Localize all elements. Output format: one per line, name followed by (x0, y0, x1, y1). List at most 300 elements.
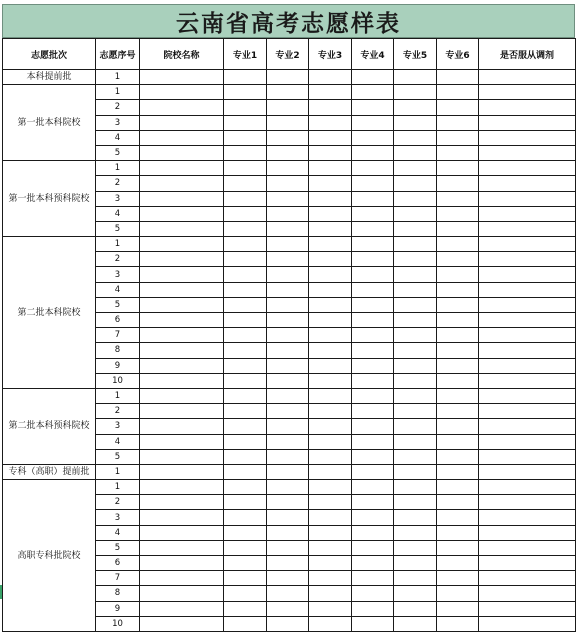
empty-cell[interactable] (394, 464, 437, 479)
empty-cell[interactable] (437, 388, 479, 403)
empty-cell[interactable] (352, 343, 394, 358)
empty-cell[interactable] (394, 237, 437, 252)
empty-cell[interactable] (309, 525, 352, 540)
empty-cell[interactable] (352, 100, 394, 115)
empty-cell[interactable] (309, 100, 352, 115)
empty-cell[interactable] (224, 464, 267, 479)
empty-cell[interactable] (267, 556, 309, 571)
empty-cell[interactable] (352, 556, 394, 571)
empty-cell[interactable] (394, 85, 437, 100)
empty-cell[interactable] (309, 404, 352, 419)
empty-cell[interactable] (479, 464, 576, 479)
empty-cell[interactable] (479, 556, 576, 571)
empty-cell[interactable] (267, 267, 309, 282)
empty-cell[interactable] (309, 419, 352, 434)
empty-cell[interactable] (224, 70, 267, 85)
empty-cell[interactable] (309, 297, 352, 312)
seq-cell[interactable]: 1 (96, 237, 140, 252)
header-major-3[interactable]: 专业3 (309, 39, 352, 70)
empty-cell[interactable] (479, 540, 576, 555)
empty-cell[interactable] (437, 328, 479, 343)
empty-cell[interactable] (140, 464, 224, 479)
empty-cell[interactable] (394, 495, 437, 510)
header-major-4[interactable]: 专业4 (352, 39, 394, 70)
empty-cell[interactable] (437, 130, 479, 145)
empty-cell[interactable] (394, 586, 437, 601)
empty-cell[interactable] (140, 343, 224, 358)
empty-cell[interactable] (479, 221, 576, 236)
seq-cell[interactable]: 2 (96, 495, 140, 510)
empty-cell[interactable] (224, 115, 267, 130)
empty-cell[interactable] (309, 115, 352, 130)
empty-cell[interactable] (437, 449, 479, 464)
empty-cell[interactable] (394, 282, 437, 297)
empty-cell[interactable] (437, 145, 479, 160)
empty-cell[interactable] (224, 343, 267, 358)
empty-cell[interactable] (267, 100, 309, 115)
empty-cell[interactable] (394, 100, 437, 115)
empty-cell[interactable] (479, 480, 576, 495)
empty-cell[interactable] (437, 313, 479, 328)
empty-cell[interactable] (267, 313, 309, 328)
empty-cell[interactable] (394, 419, 437, 434)
empty-cell[interactable] (140, 480, 224, 495)
empty-cell[interactable] (394, 434, 437, 449)
empty-cell[interactable] (224, 252, 267, 267)
empty-cell[interactable] (352, 313, 394, 328)
empty-cell[interactable] (437, 85, 479, 100)
empty-cell[interactable] (352, 130, 394, 145)
empty-cell[interactable] (267, 252, 309, 267)
batch-cell[interactable]: 专科（高职）提前批 (3, 464, 96, 479)
seq-cell[interactable]: 5 (96, 221, 140, 236)
empty-cell[interactable] (224, 358, 267, 373)
empty-cell[interactable] (479, 419, 576, 434)
empty-cell[interactable] (309, 237, 352, 252)
seq-cell[interactable]: 2 (96, 176, 140, 191)
empty-cell[interactable] (267, 130, 309, 145)
empty-cell[interactable] (437, 419, 479, 434)
empty-cell[interactable] (479, 145, 576, 160)
empty-cell[interactable] (437, 282, 479, 297)
header-seq[interactable]: 志愿序号 (96, 39, 140, 70)
empty-cell[interactable] (437, 237, 479, 252)
empty-cell[interactable] (479, 358, 576, 373)
empty-cell[interactable] (437, 556, 479, 571)
empty-cell[interactable] (140, 70, 224, 85)
empty-cell[interactable] (394, 510, 437, 525)
empty-cell[interactable] (352, 221, 394, 236)
empty-cell[interactable] (352, 495, 394, 510)
seq-cell[interactable]: 1 (96, 70, 140, 85)
empty-cell[interactable] (140, 267, 224, 282)
empty-cell[interactable] (309, 601, 352, 616)
empty-cell[interactable] (437, 115, 479, 130)
empty-cell[interactable] (267, 449, 309, 464)
empty-cell[interactable] (352, 297, 394, 312)
empty-cell[interactable] (437, 510, 479, 525)
empty-cell[interactable] (140, 313, 224, 328)
seq-cell[interactable]: 7 (96, 328, 140, 343)
seq-cell[interactable]: 4 (96, 282, 140, 297)
empty-cell[interactable] (224, 206, 267, 221)
empty-cell[interactable] (140, 221, 224, 236)
empty-cell[interactable] (140, 297, 224, 312)
empty-cell[interactable] (394, 161, 437, 176)
empty-cell[interactable] (140, 419, 224, 434)
empty-cell[interactable] (140, 540, 224, 555)
empty-cell[interactable] (140, 161, 224, 176)
empty-cell[interactable] (224, 328, 267, 343)
empty-cell[interactable] (437, 601, 479, 616)
empty-cell[interactable] (352, 616, 394, 631)
empty-cell[interactable] (267, 586, 309, 601)
empty-cell[interactable] (140, 252, 224, 267)
empty-cell[interactable] (224, 388, 267, 403)
empty-cell[interactable] (224, 282, 267, 297)
empty-cell[interactable] (309, 464, 352, 479)
empty-cell[interactable] (437, 571, 479, 586)
empty-cell[interactable] (309, 221, 352, 236)
empty-cell[interactable] (394, 571, 437, 586)
empty-cell[interactable] (352, 601, 394, 616)
empty-cell[interactable] (267, 525, 309, 540)
empty-cell[interactable] (479, 343, 576, 358)
empty-cell[interactable] (224, 540, 267, 555)
empty-cell[interactable] (224, 434, 267, 449)
empty-cell[interactable] (140, 556, 224, 571)
empty-cell[interactable] (309, 540, 352, 555)
empty-cell[interactable] (479, 252, 576, 267)
empty-cell[interactable] (267, 237, 309, 252)
empty-cell[interactable] (309, 586, 352, 601)
empty-cell[interactable] (479, 388, 576, 403)
empty-cell[interactable] (437, 343, 479, 358)
empty-cell[interactable] (479, 328, 576, 343)
empty-cell[interactable] (267, 343, 309, 358)
seq-cell[interactable]: 5 (96, 145, 140, 160)
empty-cell[interactable] (224, 571, 267, 586)
empty-cell[interactable] (267, 115, 309, 130)
empty-cell[interactable] (267, 571, 309, 586)
empty-cell[interactable] (352, 388, 394, 403)
empty-cell[interactable] (394, 343, 437, 358)
empty-cell[interactable] (224, 556, 267, 571)
empty-cell[interactable] (352, 328, 394, 343)
empty-cell[interactable] (140, 404, 224, 419)
empty-cell[interactable] (479, 434, 576, 449)
empty-cell[interactable] (394, 616, 437, 631)
empty-cell[interactable] (394, 267, 437, 282)
empty-cell[interactable] (394, 540, 437, 555)
empty-cell[interactable] (267, 358, 309, 373)
empty-cell[interactable] (352, 161, 394, 176)
empty-cell[interactable] (394, 313, 437, 328)
empty-cell[interactable] (352, 191, 394, 206)
empty-cell[interactable] (309, 252, 352, 267)
empty-cell[interactable] (437, 464, 479, 479)
seq-cell[interactable]: 2 (96, 252, 140, 267)
empty-cell[interactable] (352, 510, 394, 525)
empty-cell[interactable] (140, 145, 224, 160)
empty-cell[interactable] (394, 525, 437, 540)
empty-cell[interactable] (394, 206, 437, 221)
empty-cell[interactable] (140, 191, 224, 206)
seq-cell[interactable]: 3 (96, 115, 140, 130)
seq-cell[interactable]: 10 (96, 616, 140, 631)
empty-cell[interactable] (224, 510, 267, 525)
empty-cell[interactable] (437, 221, 479, 236)
empty-cell[interactable] (267, 616, 309, 631)
empty-cell[interactable] (140, 130, 224, 145)
seq-cell[interactable]: 2 (96, 100, 140, 115)
empty-cell[interactable] (267, 495, 309, 510)
empty-cell[interactable] (224, 373, 267, 388)
empty-cell[interactable] (267, 282, 309, 297)
empty-cell[interactable] (479, 130, 576, 145)
empty-cell[interactable] (437, 540, 479, 555)
seq-cell[interactable]: 4 (96, 434, 140, 449)
empty-cell[interactable] (437, 525, 479, 540)
empty-cell[interactable] (267, 480, 309, 495)
header-school[interactable]: 院校名称 (140, 39, 224, 70)
empty-cell[interactable] (309, 70, 352, 85)
header-adjust[interactable]: 是否服从调剂 (479, 39, 576, 70)
seq-cell[interactable]: 3 (96, 267, 140, 282)
empty-cell[interactable] (224, 297, 267, 312)
seq-cell[interactable]: 9 (96, 601, 140, 616)
empty-cell[interactable] (479, 373, 576, 388)
empty-cell[interactable] (394, 130, 437, 145)
empty-cell[interactable] (394, 556, 437, 571)
empty-cell[interactable] (224, 100, 267, 115)
seq-cell[interactable]: 5 (96, 449, 140, 464)
empty-cell[interactable] (437, 100, 479, 115)
empty-cell[interactable] (479, 616, 576, 631)
empty-cell[interactable] (437, 206, 479, 221)
empty-cell[interactable] (309, 510, 352, 525)
seq-cell[interactable]: 6 (96, 313, 140, 328)
empty-cell[interactable] (479, 70, 576, 85)
seq-cell[interactable]: 1 (96, 464, 140, 479)
seq-cell[interactable]: 7 (96, 571, 140, 586)
empty-cell[interactable] (309, 343, 352, 358)
empty-cell[interactable] (437, 176, 479, 191)
empty-cell[interactable] (224, 480, 267, 495)
empty-cell[interactable] (267, 601, 309, 616)
empty-cell[interactable] (267, 404, 309, 419)
empty-cell[interactable] (352, 252, 394, 267)
empty-cell[interactable] (224, 525, 267, 540)
empty-cell[interactable] (309, 571, 352, 586)
empty-cell[interactable] (267, 297, 309, 312)
empty-cell[interactable] (224, 449, 267, 464)
empty-cell[interactable] (140, 495, 224, 510)
empty-cell[interactable] (437, 358, 479, 373)
empty-cell[interactable] (309, 358, 352, 373)
empty-cell[interactable] (352, 525, 394, 540)
empty-cell[interactable] (224, 191, 267, 206)
empty-cell[interactable] (479, 237, 576, 252)
seq-cell[interactable]: 4 (96, 130, 140, 145)
empty-cell[interactable] (140, 388, 224, 403)
empty-cell[interactable] (309, 130, 352, 145)
empty-cell[interactable] (352, 282, 394, 297)
empty-cell[interactable] (352, 480, 394, 495)
empty-cell[interactable] (224, 495, 267, 510)
empty-cell[interactable] (479, 571, 576, 586)
batch-cell[interactable]: 高职专科批院校 (3, 480, 96, 632)
empty-cell[interactable] (352, 206, 394, 221)
seq-cell[interactable]: 10 (96, 373, 140, 388)
empty-cell[interactable] (352, 373, 394, 388)
empty-cell[interactable] (140, 176, 224, 191)
empty-cell[interactable] (352, 434, 394, 449)
empty-cell[interactable] (309, 161, 352, 176)
seq-cell[interactable]: 5 (96, 540, 140, 555)
empty-cell[interactable] (309, 556, 352, 571)
seq-cell[interactable]: 1 (96, 85, 140, 100)
empty-cell[interactable] (140, 449, 224, 464)
seq-cell[interactable]: 2 (96, 404, 140, 419)
empty-cell[interactable] (140, 601, 224, 616)
empty-cell[interactable] (267, 328, 309, 343)
empty-cell[interactable] (479, 176, 576, 191)
empty-cell[interactable] (479, 282, 576, 297)
empty-cell[interactable] (352, 176, 394, 191)
empty-cell[interactable] (479, 449, 576, 464)
header-major-5[interactable]: 专业5 (394, 39, 437, 70)
empty-cell[interactable] (140, 328, 224, 343)
empty-cell[interactable] (309, 313, 352, 328)
empty-cell[interactable] (437, 191, 479, 206)
empty-cell[interactable] (394, 145, 437, 160)
empty-cell[interactable] (479, 313, 576, 328)
empty-cell[interactable] (352, 115, 394, 130)
seq-cell[interactable]: 4 (96, 206, 140, 221)
empty-cell[interactable] (479, 267, 576, 282)
empty-cell[interactable] (140, 358, 224, 373)
header-major-1[interactable]: 专业1 (224, 39, 267, 70)
empty-cell[interactable] (479, 161, 576, 176)
empty-cell[interactable] (437, 495, 479, 510)
empty-cell[interactable] (140, 115, 224, 130)
empty-cell[interactable] (437, 267, 479, 282)
empty-cell[interactable] (267, 419, 309, 434)
empty-cell[interactable] (394, 191, 437, 206)
empty-cell[interactable] (267, 70, 309, 85)
seq-cell[interactable]: 1 (96, 388, 140, 403)
empty-cell[interactable] (309, 282, 352, 297)
empty-cell[interactable] (267, 388, 309, 403)
empty-cell[interactable] (309, 191, 352, 206)
empty-cell[interactable] (267, 221, 309, 236)
empty-cell[interactable] (394, 449, 437, 464)
empty-cell[interactable] (224, 601, 267, 616)
empty-cell[interactable] (437, 70, 479, 85)
empty-cell[interactable] (394, 70, 437, 85)
empty-cell[interactable] (267, 434, 309, 449)
empty-cell[interactable] (437, 480, 479, 495)
empty-cell[interactable] (352, 540, 394, 555)
empty-cell[interactable] (352, 464, 394, 479)
batch-cell[interactable]: 第一批本科预科院校 (3, 161, 96, 237)
empty-cell[interactable] (394, 176, 437, 191)
empty-cell[interactable] (479, 85, 576, 100)
empty-cell[interactable] (224, 176, 267, 191)
empty-cell[interactable] (309, 616, 352, 631)
header-major-2[interactable]: 专业2 (267, 39, 309, 70)
empty-cell[interactable] (352, 358, 394, 373)
empty-cell[interactable] (309, 449, 352, 464)
empty-cell[interactable] (309, 373, 352, 388)
empty-cell[interactable] (479, 297, 576, 312)
empty-cell[interactable] (479, 206, 576, 221)
empty-cell[interactable] (267, 540, 309, 555)
batch-cell[interactable]: 本科提前批 (3, 70, 96, 85)
empty-cell[interactable] (352, 267, 394, 282)
empty-cell[interactable] (140, 586, 224, 601)
empty-cell[interactable] (394, 221, 437, 236)
empty-cell[interactable] (437, 161, 479, 176)
empty-cell[interactable] (267, 206, 309, 221)
seq-cell[interactable]: 3 (96, 510, 140, 525)
empty-cell[interactable] (224, 145, 267, 160)
empty-cell[interactable] (224, 221, 267, 236)
empty-cell[interactable] (394, 358, 437, 373)
empty-cell[interactable] (267, 176, 309, 191)
empty-cell[interactable] (479, 115, 576, 130)
empty-cell[interactable] (224, 237, 267, 252)
empty-cell[interactable] (309, 480, 352, 495)
empty-cell[interactable] (352, 449, 394, 464)
empty-cell[interactable] (394, 297, 437, 312)
header-batch[interactable]: 志愿批次 (3, 39, 96, 70)
seq-cell[interactable]: 9 (96, 358, 140, 373)
empty-cell[interactable] (140, 85, 224, 100)
empty-cell[interactable] (309, 85, 352, 100)
empty-cell[interactable] (394, 328, 437, 343)
empty-cell[interactable] (479, 586, 576, 601)
seq-cell[interactable]: 4 (96, 525, 140, 540)
empty-cell[interactable] (352, 237, 394, 252)
empty-cell[interactable] (352, 85, 394, 100)
empty-cell[interactable] (267, 464, 309, 479)
empty-cell[interactable] (394, 404, 437, 419)
empty-cell[interactable] (267, 145, 309, 160)
empty-cell[interactable] (267, 510, 309, 525)
empty-cell[interactable] (140, 282, 224, 297)
empty-cell[interactable] (140, 373, 224, 388)
empty-cell[interactable] (140, 571, 224, 586)
empty-cell[interactable] (479, 404, 576, 419)
empty-cell[interactable] (309, 388, 352, 403)
empty-cell[interactable] (437, 434, 479, 449)
empty-cell[interactable] (437, 252, 479, 267)
empty-cell[interactable] (394, 480, 437, 495)
empty-cell[interactable] (140, 206, 224, 221)
header-major-6[interactable]: 专业6 (437, 39, 479, 70)
empty-cell[interactable] (224, 404, 267, 419)
empty-cell[interactable] (267, 161, 309, 176)
empty-cell[interactable] (140, 434, 224, 449)
empty-cell[interactable] (309, 145, 352, 160)
empty-cell[interactable] (140, 237, 224, 252)
empty-cell[interactable] (437, 404, 479, 419)
seq-cell[interactable]: 1 (96, 161, 140, 176)
empty-cell[interactable] (309, 176, 352, 191)
empty-cell[interactable] (309, 206, 352, 221)
